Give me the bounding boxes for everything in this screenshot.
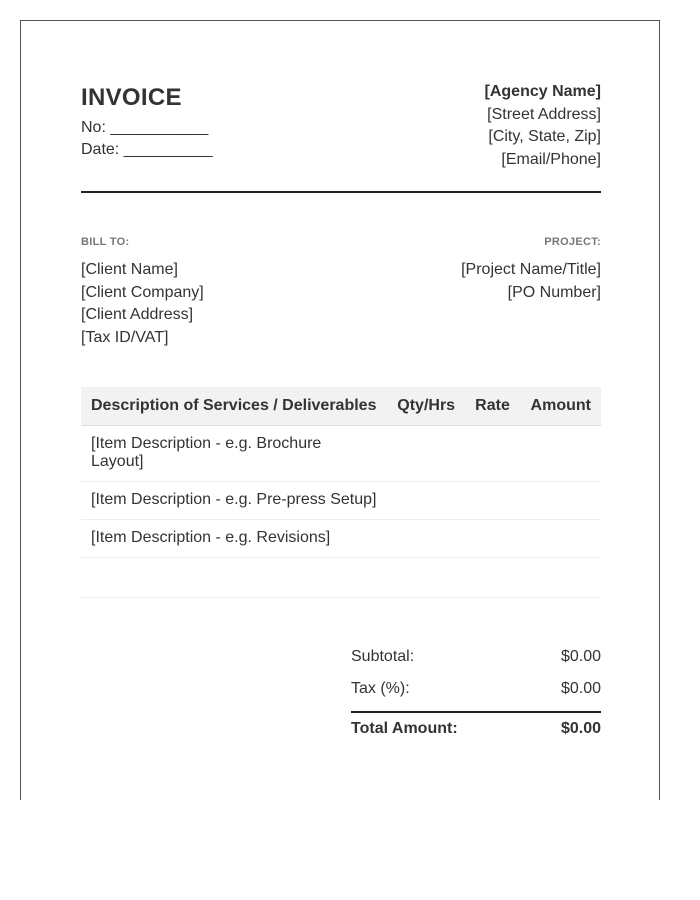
invoice-header [81,81,601,193]
item-qty [387,558,465,598]
header-divider [81,191,601,193]
item-rate [465,520,520,558]
agency-name: [Agency Name] [484,83,601,100]
invoice-title: INVOICE [81,84,182,111]
table-header-row [81,387,601,426]
tax-row [351,673,601,705]
item-rate [465,558,520,598]
table-row [81,520,601,558]
agency-city: [City, State, Zip] [488,128,601,145]
header-rate: Rate [465,387,520,426]
header-amount: Amount [521,387,601,426]
header-description: Description of Services / Deliverables [81,387,387,426]
client-name: [Client Name] [81,261,178,278]
invoice-date: Date: __________ [81,141,213,158]
total-value: $0.00 [560,720,601,737]
item-description [81,558,387,598]
item-amount [521,482,601,520]
item-description: [Item Description - e.g. Brochure Layout] [81,426,387,482]
agency-contact: [Email/Phone] [501,150,601,168]
item-description: [Item Description - e.g. Pre-press Setup] [81,482,387,520]
items-table [81,387,601,598]
item-amount [521,558,601,598]
project-name: [Project Name/Title] [461,261,601,278]
po-number: [PO Number] [507,283,601,301]
project-block [461,237,601,304]
subtotal-value: $0.00 [560,648,601,665]
project-label: PROJECT: [544,236,601,248]
client-address: [Client Address] [81,306,194,323]
subtotal-row [351,641,601,673]
subtotal-label: Subtotal: [351,648,415,665]
item-qty [387,520,465,558]
bill-to-label: BILL TO: [81,236,130,248]
bill-to-block [81,237,204,349]
invoice-page [20,20,660,800]
item-qty [387,426,465,482]
agency-block [485,81,601,171]
client-tax-id: [Tax ID/VAT] [81,328,169,346]
table-row [81,426,601,482]
agency-street: [Street Address] [487,105,601,123]
item-rate [465,426,520,482]
table-row-empty [81,558,601,598]
invoice-number: No: ___________ [81,119,209,136]
table-row [81,482,601,520]
client-company: [Client Company] [81,283,204,301]
totals-block [351,641,601,745]
invoice-meta [81,117,213,161]
item-rate [465,482,520,520]
total-row [351,713,601,745]
tax-value: $0.00 [560,680,601,697]
item-qty [387,482,465,520]
item-description: [Item Description - e.g. Revisions] [81,520,387,558]
header-qty: Qty/Hrs [387,387,465,426]
item-amount [521,426,601,482]
item-amount [521,520,601,558]
total-label: Total Amount: [351,720,458,737]
tax-label: Tax (%): [351,680,410,697]
